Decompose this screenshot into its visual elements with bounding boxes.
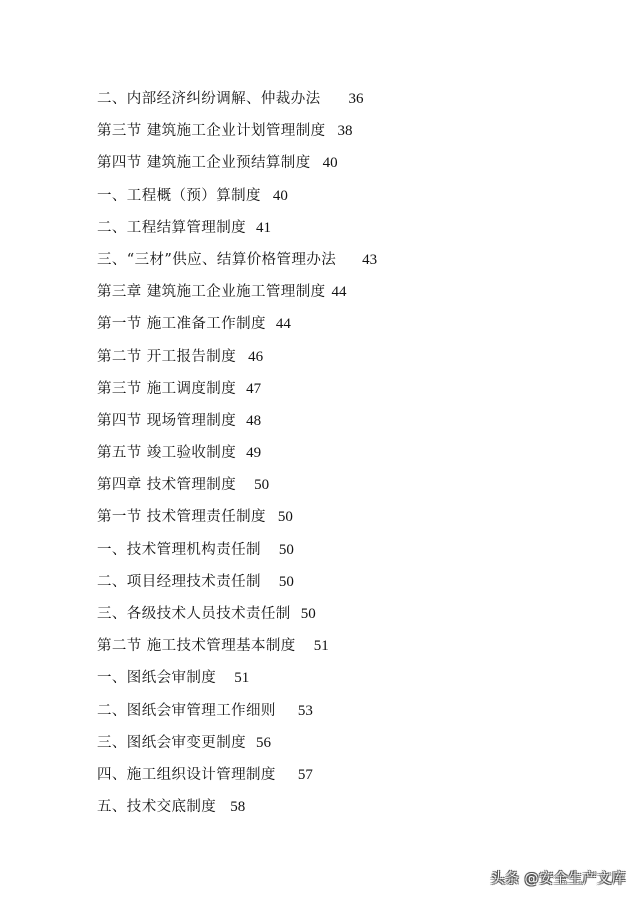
- toc-entry-title: 三、“三材”供应、结算价格管理办法: [97, 251, 337, 268]
- toc-entry: [97, 474, 557, 506]
- toc-entry: [97, 764, 557, 796]
- toc-entry-title: 第五节 竣工验收制度: [97, 445, 237, 462]
- toc-entry-title: 一、技术管理机构责任制: [97, 541, 261, 558]
- toc-entry: [97, 603, 557, 635]
- toc-entry-page: 48: [246, 412, 262, 429]
- toc-entry: [97, 152, 557, 184]
- toc-entry: [97, 667, 557, 699]
- toc-entry-title: 五、技术交底制度: [97, 799, 217, 816]
- toc-entry: [97, 571, 557, 603]
- toc-entry-page: 56: [256, 734, 271, 751]
- toc-entry-title: 第三章 建筑施工企业施工管理制度: [97, 284, 326, 301]
- toc-entry-page: 49: [246, 445, 262, 462]
- toc-entry: [97, 281, 557, 313]
- toc-entry-title: 二、工程结算管理制度: [97, 219, 246, 236]
- toc-entry-page: 40: [272, 187, 288, 204]
- toc-entry-title: 第三节 施工调度制度: [97, 380, 237, 397]
- toc-entry-title: 第四节 建筑施工企业预结算制度: [97, 155, 311, 172]
- toc-entry-title: 二、图纸会审管理工作细则: [97, 702, 276, 719]
- toc-entry-page: 46: [248, 348, 264, 365]
- toc-entry-title: 一、工程概（预）算制度: [97, 187, 261, 204]
- toc-entry: [97, 700, 557, 732]
- toc-entry-title: 二、内部经济纠纷调解、仲裁办法: [97, 91, 321, 107]
- toc-entry-page: 47: [246, 380, 262, 397]
- toc-entry-title: 第四章 技术管理制度: [97, 477, 237, 494]
- toc-entry-page: 43: [362, 251, 378, 268]
- toc-entry-title: 第四节 现场管理制度: [97, 412, 237, 429]
- toc-entry-title: 四、施工组织设计管理制度: [97, 766, 276, 783]
- toc-entry-title: 第二节 施工技术管理基本制度: [97, 638, 296, 655]
- toc-entry-page: 50: [277, 509, 293, 526]
- toc-entry-title: 第一节 技术管理责任制度: [97, 509, 266, 526]
- toc-entry-title: 第三节 建筑施工企业计划管理制度: [97, 123, 326, 140]
- toc-entry: [97, 185, 557, 217]
- toc-entry-page: 51: [234, 670, 250, 687]
- toc-entry: [97, 635, 557, 667]
- toc-entry-title: 三、各级技术人员技术责任制: [97, 606, 291, 622]
- toc-entry: [97, 410, 557, 442]
- table-of-contents: [97, 88, 557, 828]
- toc-entry-page: 36: [348, 91, 364, 107]
- toc-entry-page: 41: [256, 219, 271, 236]
- toc-entry-page: 38: [337, 123, 353, 140]
- toc-entry-title: 第一节 施工准备工作制度: [97, 316, 266, 333]
- toc-entry-title: 三、图纸会审变更制度: [97, 734, 246, 751]
- toc-entry-title: 第二节 开工报告制度: [97, 348, 237, 365]
- toc-entry-page: 50: [254, 477, 270, 494]
- toc-entry-page: 50: [300, 606, 316, 622]
- toc-entry-page: 58: [230, 799, 246, 816]
- toc-entry: [97, 442, 557, 474]
- toc-entry-page: 40: [322, 155, 338, 172]
- toc-entry: [97, 313, 557, 345]
- toc-entry-page: 51: [313, 638, 329, 655]
- toc-entry: [97, 346, 557, 378]
- toc-entry-page: 50: [278, 541, 294, 558]
- toc-entry: [97, 249, 557, 281]
- watermark: 头条 @安全生产文库: [490, 871, 626, 887]
- toc-entry-page: 44: [331, 284, 347, 301]
- toc-entry-page: 53: [297, 702, 313, 719]
- toc-entry: [97, 539, 557, 571]
- toc-entry: [97, 378, 557, 410]
- toc-entry-title: 二、项目经理技术责任制: [97, 573, 261, 590]
- toc-entry-page: 44: [275, 316, 291, 333]
- toc-entry: [97, 217, 557, 249]
- toc-entry: [97, 88, 557, 120]
- toc-entry: [97, 796, 557, 828]
- toc-entry: [97, 732, 557, 764]
- toc-entry-page: 57: [297, 766, 313, 783]
- toc-entry-title: 一、图纸会审制度: [97, 670, 217, 687]
- toc-entry: [97, 120, 557, 152]
- toc-entry: [97, 506, 557, 538]
- toc-entry-page: 50: [278, 573, 294, 590]
